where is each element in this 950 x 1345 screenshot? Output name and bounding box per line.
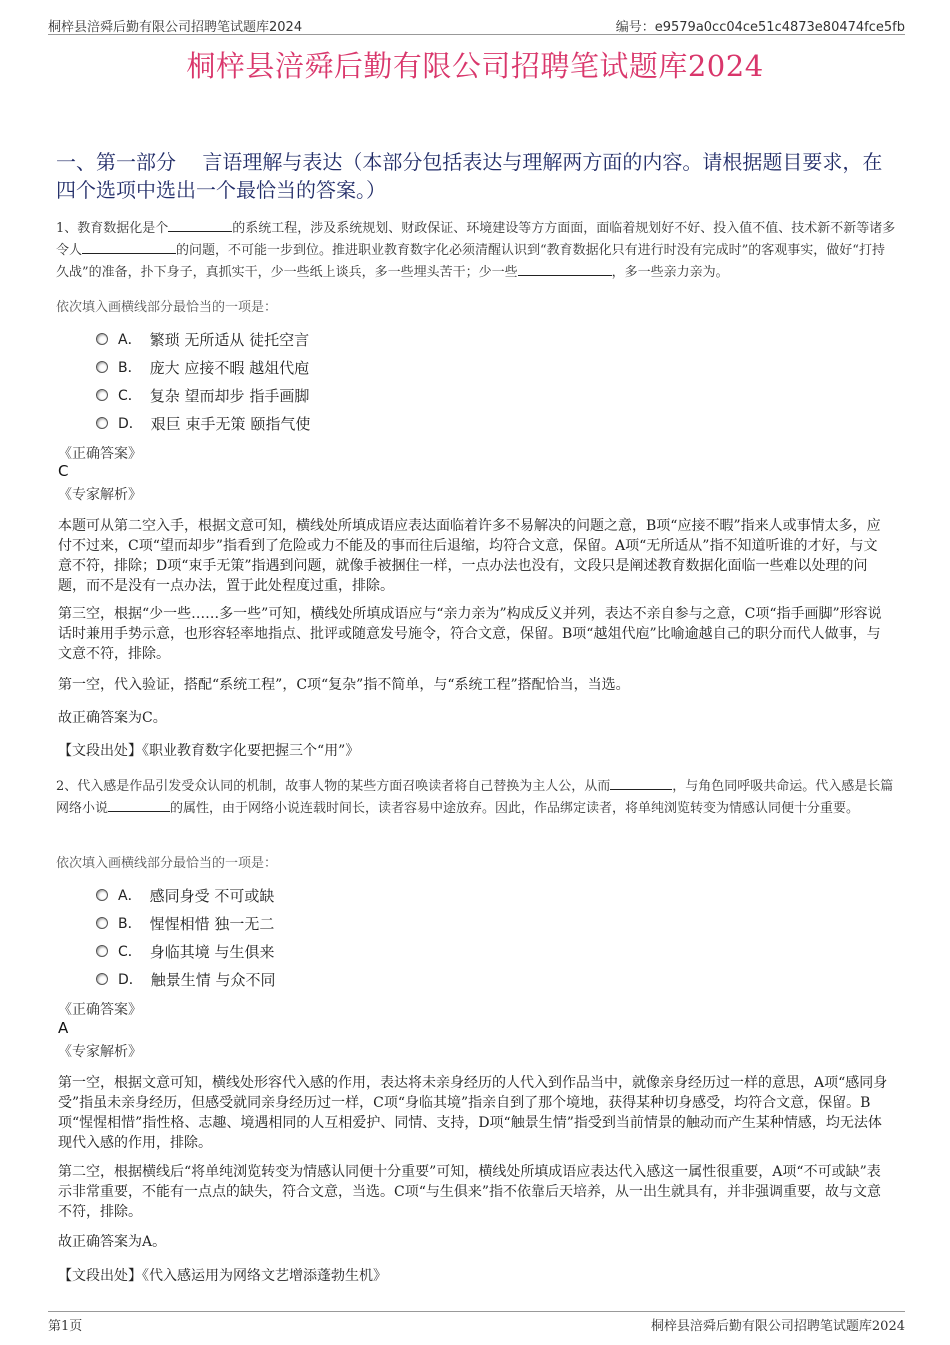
q2-text-2: ，与角色同呼吸共命运。代入感是长篇网络小说 xyxy=(56,779,894,816)
page-footer xyxy=(48,1311,905,1334)
option-text: 艰巨 束手无策 颐指气使 xyxy=(150,414,311,433)
radio-icon[interactable] xyxy=(96,973,108,985)
radio-icon[interactable] xyxy=(96,917,108,929)
radio-icon[interactable] xyxy=(96,417,108,429)
q1-options xyxy=(96,325,310,437)
q1-analysis-p2: 第三空，根据“少一些……多一些”可知，横线处所填成语应与“亲力亲为”构成反义并列，表达不亲自参与之意，C项“指手画脚”形容说话时兼用手势示意，也形容轻率地指点、批评或随意发号施令，符合文意，保留。B项“越俎代庖”比喻逾越自己的职分而代人做事，与文意不符，排除。 xyxy=(58,606,882,662)
radio-icon[interactable] xyxy=(96,945,108,957)
option-letter: B． xyxy=(118,916,142,932)
q1-answer: C xyxy=(58,462,69,480)
q1-option-a[interactable] xyxy=(96,325,310,353)
option-letter: A． xyxy=(118,332,142,348)
q2-analysis-label: 《专家解析》 xyxy=(58,1044,142,1060)
option-text: 感同身受 不可或缺 xyxy=(149,886,275,905)
option-letter: D． xyxy=(118,416,143,432)
q2-text-1: 2、代入感是作品引发受众认同的机制，故事人物的某些方面召唤读者将自己替换为主人公，从而 xyxy=(56,779,611,794)
q1-option-d[interactable] xyxy=(96,409,310,437)
q1-analysis-p3: 第一空，代入验证，搭配“系统工程”，C项“复杂”指不简单，与“系统工程”搭配恰当，当选。 xyxy=(58,677,630,693)
blank xyxy=(168,219,232,232)
q1-analysis-p4: 故正确答案为C。 xyxy=(58,710,167,726)
option-text: 身临其境 与生俱来 xyxy=(149,942,275,961)
question-1-stem xyxy=(56,218,896,284)
option-text: 庞大 应接不暇 越俎代庖 xyxy=(149,358,310,377)
q1-option-b[interactable] xyxy=(96,353,310,381)
q1-text-1: 1、教育数据化是个 xyxy=(56,221,169,236)
blank xyxy=(108,799,170,812)
option-text: 复杂 望而却步 指手画脚 xyxy=(149,386,310,405)
q1-text-4: ，多一些亲力亲为。 xyxy=(611,265,729,280)
page-title: 桐梓县涪舜后勤有限公司招聘笔试题库2024 xyxy=(186,49,764,83)
footer-doc-title: 桐梓县涪舜后勤有限公司招聘笔试题库2024 xyxy=(650,1319,905,1334)
q1-text-3: 的问题，不可能一步到位。推进职业教育数字化必须清醒认识到“教育数据化只有进行时没有完成时”的客观事实，做好“打持久战”的准备，扑下身子，真抓实干，少一些纸上谈兵，多一些埋头苦干；少一些 xyxy=(56,243,885,280)
option-text: 惺惺相惜 独一无二 xyxy=(149,914,275,933)
question-2-stem xyxy=(56,776,896,820)
option-letter: C． xyxy=(118,388,142,404)
q2-analysis-p2: 第二空，根据横线后“将单纯浏览转变为情感认同便十分重要”可知，横线处所填成语应表达代入感这一属性很重要，A项“不可或缺”表示非常重要，不能有一点点的缺失，符合文意，当选。C项“与生俱来”指不依靠后天培养，从一出生就具有，并非强调重要，故与文意不符，排除。 xyxy=(58,1164,882,1220)
page-number: 第1页 xyxy=(48,1319,83,1334)
blank xyxy=(610,777,672,790)
page-header xyxy=(48,14,905,35)
q2-option-b[interactable] xyxy=(96,909,276,937)
q1-analysis-label: 《专家解析》 xyxy=(58,487,142,503)
q1-text-2: 的系统工程，涉及系统规划、财政保证、环境建设等方方面面，面临着规划好不好、投入值不值、技术新不新等诸多令人 xyxy=(56,221,896,258)
q2-source: 【文段出处】《代入感运用为网络文艺增添蓬勃生机》 xyxy=(58,1268,387,1284)
option-letter: D． xyxy=(118,972,143,988)
radio-icon[interactable] xyxy=(96,889,108,901)
radio-icon[interactable] xyxy=(96,389,108,401)
option-text: 触景生情 与众不同 xyxy=(150,970,276,989)
q1-source: 【文段出处】《职业教育数字化要把握三个“用”》 xyxy=(58,743,360,759)
radio-icon[interactable] xyxy=(96,361,108,373)
q1-answer-label: 《正确答案》 xyxy=(58,446,142,462)
blank xyxy=(518,263,612,276)
q1-analysis-p1: 本题可从第二空入手，根据文意可知，横线处所填成语应表达面临着许多不易解决的问题之意，B项“应接不暇”指来人或事情太多，应付不过来，C项“望而却步”指看到了危险或力不能及的事而往后退缩，均符合文意，保留。A项“无所适从”指不知道听谁的才好，与文意不符，排除；D项“束手无策”指遇到问题，就像手被捆住一样，一点办法也没有，文段只是阐述教育数据化面临一些难以处理的问题，而不是没有一点办法，置于此处程度过重，排除。 xyxy=(58,518,881,594)
option-text: 繁琐 无所适从 徒托空言 xyxy=(149,330,310,349)
radio-icon[interactable] xyxy=(96,333,108,345)
q2-option-a[interactable] xyxy=(96,881,276,909)
q2-answer-label: 《正确答案》 xyxy=(58,1002,142,1018)
header-doc-title: 桐梓县涪舜后勤有限公司招聘笔试题库2024 xyxy=(48,20,303,35)
q2-options xyxy=(96,881,276,993)
blank xyxy=(82,241,176,254)
section-heading: 一、第一部分 言语理解与表达（本部分包括表达与理解两方面的内容。请根据题目要求，在四个选项中选出一个最恰当的答案。） xyxy=(56,150,883,202)
q2-analysis-p1: 第一空，根据文意可知，横线处形容代入感的作用，表达将未亲身经历的人代入到作品当中，就像亲身经历过一样的意思，A项“感同身受”指虽未亲身经历，但感受就同亲身经历过一样，C项“身临其境”指亲自到了那个境地，获得某种切身感受，均符合文意，保留。B项“惺惺相惜”指性格、志趣、境遇相同的人互相爱护、同情、支持，D项“触景生情”指受到当前情景的触动而产生某种情感，均无法体现代入感的作用，排除。 xyxy=(58,1075,888,1151)
q2-prompt: 依次填入画横线部分最恰当的一项是： xyxy=(56,856,278,871)
q1-option-c[interactable] xyxy=(96,381,310,409)
q2-text-3: 的属性，由于网络小说连载时间长，读者容易中途放弃。因此，作品绑定读者，将单纯浏览转变为情感认同便十分重要。 xyxy=(170,801,860,816)
q2-analysis-p3: 故正确答案为A。 xyxy=(58,1234,167,1250)
q2-answer: A xyxy=(58,1019,69,1037)
q2-option-c[interactable] xyxy=(96,937,276,965)
option-letter: A． xyxy=(118,888,142,904)
header-doc-id: 编号：e9579a0cc04ce51c4873e80474fce5fb xyxy=(615,20,905,35)
option-letter: C． xyxy=(118,944,142,960)
q2-option-d[interactable] xyxy=(96,965,276,993)
option-letter: B． xyxy=(118,360,142,376)
q1-prompt: 依次填入画横线部分最恰当的一项是： xyxy=(56,300,278,315)
